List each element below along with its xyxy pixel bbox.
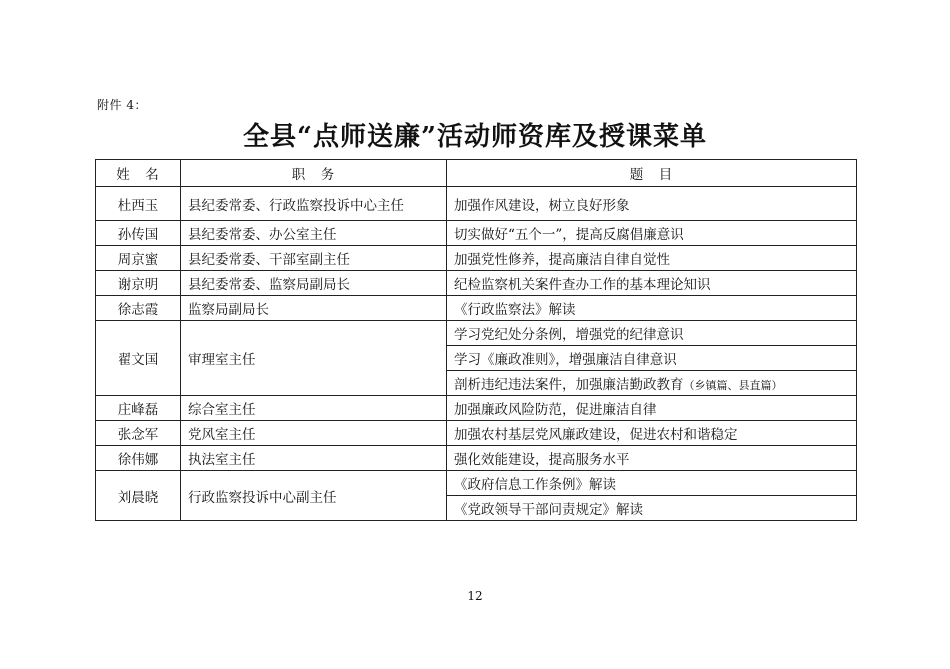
table-row — [96, 421, 857, 446]
row-topic: 加强廉政风险防范，促进廉洁自律 — [447, 396, 857, 421]
row-topic: 强化效能建设，提高服务水平 — [447, 446, 857, 471]
row-position: 县纪委常委、办公室主任 — [181, 221, 447, 246]
table-row — [96, 221, 857, 246]
row-name: 谢京明 — [96, 271, 181, 296]
row-topic-with-note — [447, 371, 857, 396]
table-row — [96, 446, 857, 471]
header-topic: 题 目 — [447, 160, 857, 187]
row-topic: 加强党性修养，提高廉洁自律自觉性 — [447, 246, 857, 271]
row-position: 县纪委常委、监察局副局长 — [181, 271, 447, 296]
row-name: 徐伟娜 — [96, 446, 181, 471]
row-topic: 切实做好“五个一”，提高反腐倡廉意识 — [447, 221, 857, 246]
row-name: 张念军 — [96, 421, 181, 446]
row-name: 刘晨晓 — [96, 471, 181, 521]
row-topic: 加强农村基层党风廉政建设，促进农村和谐稳定 — [447, 421, 857, 446]
row-position: 执法室主任 — [181, 446, 447, 471]
row-topic: 纪检监察机关案件查办工作的基本理论知识 — [447, 271, 857, 296]
row-position: 县纪委常委、干部室副主任 — [181, 246, 447, 271]
page-number: 12 — [467, 589, 483, 603]
table-row — [96, 187, 857, 221]
row-position: 综合室主任 — [181, 396, 447, 421]
row-topic: 《党政领导干部问责规定》解读 — [447, 496, 857, 521]
table-row — [96, 471, 857, 496]
row-name: 庄峰磊 — [96, 396, 181, 421]
row-topic: 剖析违纪违法案件，加强廉洁勤政教育 — [454, 377, 684, 393]
row-name: 周京蜜 — [96, 246, 181, 271]
row-topic: 加强作风建设，树立良好形象 — [447, 187, 857, 221]
table-row — [96, 321, 857, 346]
row-name: 徐志霞 — [96, 296, 181, 321]
row-topic: 《政府信息工作条例》解读 — [447, 471, 857, 496]
header-name: 姓 名 — [96, 160, 181, 187]
document-title: 全县“点师送廉”活动师资库及授课菜单 — [243, 122, 707, 152]
lecturer-table — [95, 159, 857, 521]
row-position: 审理室主任 — [181, 321, 447, 396]
table-row — [96, 246, 857, 271]
topic-note: （乡镇篇、县直篇） — [683, 379, 783, 392]
table-row — [96, 271, 857, 296]
row-topic: 《行政监察法》解读 — [447, 296, 857, 321]
row-name: 孙传国 — [96, 221, 181, 246]
row-position: 行政监察投诉中心副主任 — [181, 471, 447, 521]
table-row — [96, 396, 857, 421]
row-topic: 学习党纪处分条例，增强党的纪律意识 — [447, 321, 857, 346]
table-row — [96, 296, 857, 321]
attachment-label: 附件 4： — [97, 98, 147, 112]
row-position: 党风室主任 — [181, 421, 447, 446]
row-topic: 学习《廉政准则》，增强廉洁自律意识 — [447, 346, 857, 371]
header-position: 职 务 — [181, 160, 447, 187]
row-position: 县纪委常委、行政监察投诉中心主任 — [181, 187, 447, 221]
row-name: 翟文国 — [96, 321, 181, 396]
row-position: 监察局副局长 — [181, 296, 447, 321]
table-header-row — [96, 160, 857, 187]
row-name: 杜西玉 — [96, 187, 181, 221]
